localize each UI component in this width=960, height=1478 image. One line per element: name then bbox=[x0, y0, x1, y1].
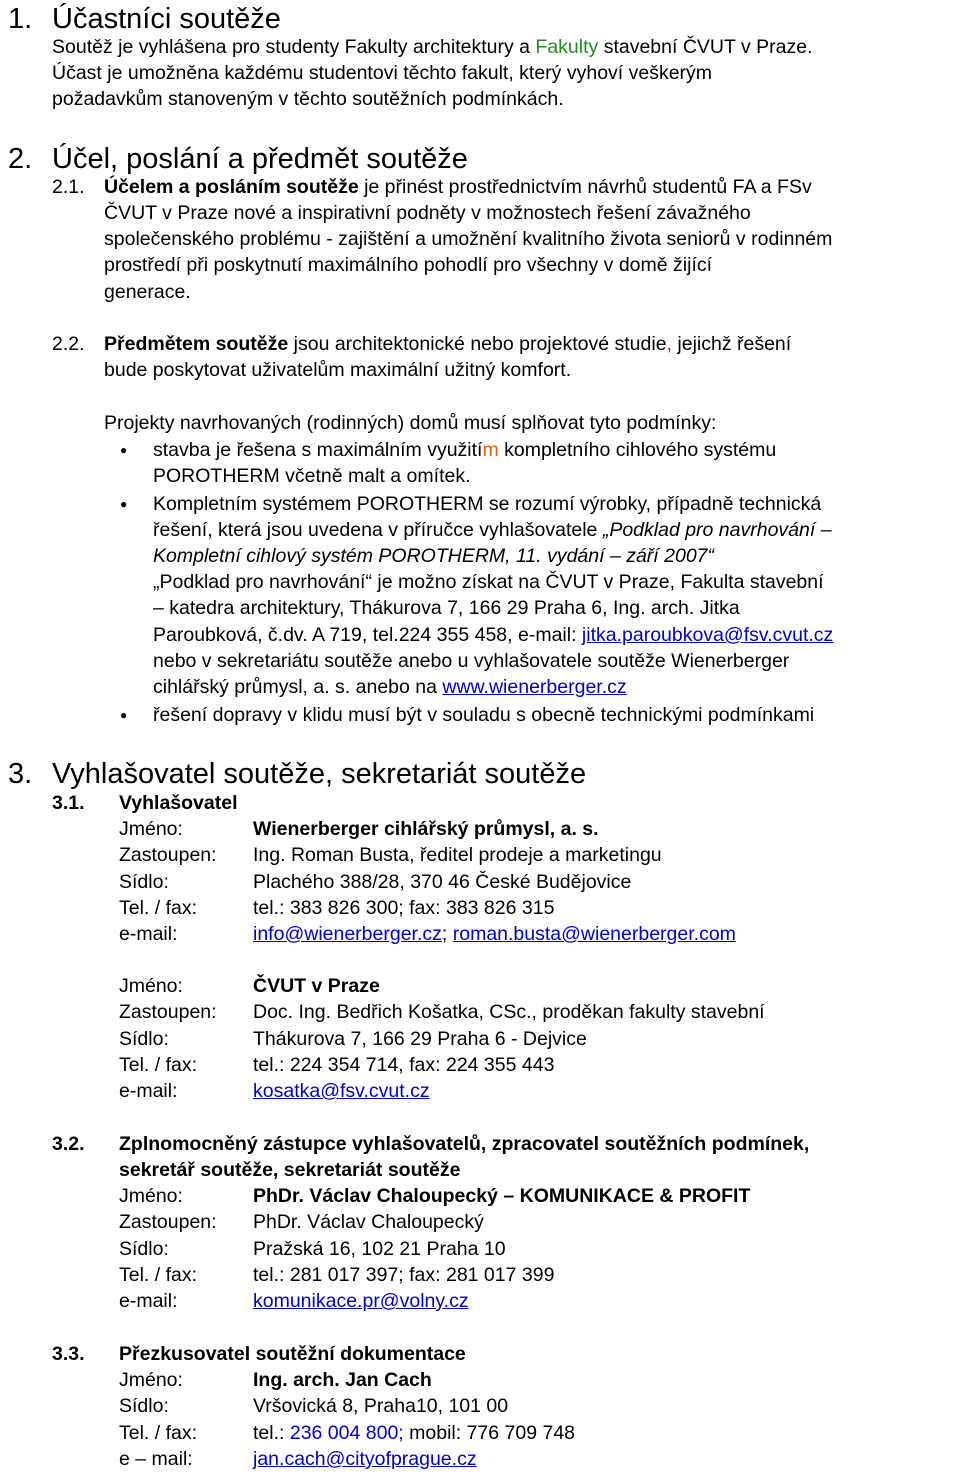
field-label: Tel. / fax: bbox=[119, 1054, 198, 1076]
list-item-line: POROTHERM včetně malt a omítek. bbox=[153, 465, 471, 487]
field-label: Zastoupen: bbox=[119, 1001, 217, 1023]
contact-name: ČVUT v Praze bbox=[253, 975, 380, 997]
field-label: Tel. / fax: bbox=[119, 1422, 198, 1444]
field-label: Tel. / fax: bbox=[119, 1264, 198, 1286]
paragraph-line: Projekty navrhovaných (rodinných) domů musí splňovat tyto podmínky: bbox=[104, 412, 717, 434]
subsection-number: 3.2. bbox=[52, 1133, 85, 1155]
field-label: e – mail: bbox=[119, 1448, 193, 1470]
field-label: e-mail: bbox=[119, 1290, 178, 1312]
subsection-title: Přezkusovatel soutěžní dokumentace bbox=[119, 1343, 466, 1365]
section-number: 2. bbox=[8, 143, 33, 175]
paragraph-line: Soutěž je vyhlášena pro studenty Fakulty architektury a Fakulty stavební ČVUT v Praze. bbox=[52, 36, 813, 58]
list-item: Kompletním systémem POROTHERM se rozumí výrobky, případně technická bbox=[153, 493, 822, 515]
subsection-number: 2.2. bbox=[52, 333, 85, 355]
contact-name: Wienerberger cihlářský průmysl, a. s. bbox=[253, 818, 599, 840]
paragraph-line: společenského problému - zajištění a umožnění kvalitního života seniorů v rodinném bbox=[104, 228, 833, 250]
contact-rep: Doc. Ing. Bedřich Košatka, CSc., proděkan fakulty stavební bbox=[253, 1001, 765, 1023]
contact-email bbox=[253, 1446, 477, 1472]
field-label: Sídlo: bbox=[119, 1395, 169, 1417]
paragraph-line: Předmětem soutěže jsou architektonické nebo projektové studie, jejichž řešení bbox=[104, 333, 792, 355]
section-title: Účastníci soutěže bbox=[52, 3, 281, 35]
bullet-icon: ● bbox=[120, 443, 128, 457]
email-link[interactable]: komunikace.pr@volny.cz bbox=[253, 1290, 469, 1312]
paragraph-line: prostředí při poskytnutí maximálního pohodlí pro všechny v domě žijící bbox=[104, 254, 713, 276]
field-label: Jméno: bbox=[119, 1185, 183, 1207]
list-item: stavba je řešena s maximálním využitím kompletního cihlového systému bbox=[153, 439, 777, 461]
contact-name: PhDr. Václav Chaloupecký – KOMUNIKACE & PROFIT bbox=[253, 1185, 751, 1207]
paragraph-line: Účelem a posláním soutěže je přinést prostřednictvím návrhů studentů FA a FSv bbox=[104, 176, 812, 198]
section-title: Vyhlašovatel soutěže, sekretariát soutěže bbox=[52, 758, 587, 790]
contact-tel: tel.: 224 354 714, fax: 224 355 443 bbox=[253, 1054, 555, 1076]
email-link[interactable]: info@wienerberger.cz bbox=[253, 923, 442, 945]
contact-seat: Plachého 388/28, 370 46 České Budějovice bbox=[253, 871, 632, 893]
subsection-title: Zplnomocněný zástupce vyhlašovatelů, zpracovatel soutěžních podmínek, bbox=[119, 1133, 810, 1155]
paragraph-line: generace. bbox=[104, 281, 191, 303]
field-label: Zastoupen: bbox=[119, 1211, 217, 1233]
list-item: řešení dopravy v klidu musí být v souladu s obecně technickými podmínkami bbox=[153, 704, 815, 726]
bullet-icon: ● bbox=[120, 497, 128, 511]
section-number: 1. bbox=[8, 3, 33, 35]
field-label: Sídlo: bbox=[119, 1238, 169, 1260]
field-label: Zastoupen: bbox=[119, 844, 217, 866]
field-label: Sídlo: bbox=[119, 871, 169, 893]
subsection-number: 3.1. bbox=[52, 792, 85, 814]
field-label: Jméno: bbox=[119, 975, 183, 997]
contact-seat: Pražská 16, 102 21 Praha 10 bbox=[253, 1238, 506, 1260]
bullet-icon: ● bbox=[120, 708, 128, 722]
subsection-title: Vyhlašovatel bbox=[119, 792, 238, 814]
contact-rep: Ing. Roman Busta, ředitel prodeje a marketingu bbox=[253, 844, 662, 866]
contact-tel: tel.: 236 004 800; mobil: 776 709 748 bbox=[253, 1422, 576, 1444]
paragraph-line: bude poskytovat uživatelům maximální užitný komfort. bbox=[104, 359, 572, 381]
contact-rep: PhDr. Václav Chaloupecký bbox=[253, 1211, 484, 1233]
contact-tel: tel.: 281 017 397; fax: 281 017 399 bbox=[253, 1264, 555, 1286]
email-link[interactable]: jitka.paroubkova@fsv.cvut.cz bbox=[581, 624, 834, 646]
subsection-number: 2.1. bbox=[52, 176, 85, 198]
subsection-title: sekretář soutěže, sekretariát soutěže bbox=[119, 1159, 461, 1181]
contact-seat: Thákurova 7, 166 29 Praha 6 - Dejvice bbox=[253, 1028, 587, 1050]
email-link[interactable]: kosatka@fsv.cvut.cz bbox=[253, 1080, 430, 1102]
field-label: e-mail: bbox=[119, 923, 178, 945]
paragraph-line: ČVUT v Praze nové a inspirativní podněty v možnostech řešení závažného bbox=[104, 202, 751, 224]
subsection-number: 3.3. bbox=[52, 1343, 85, 1365]
contact-seat: Vršovická 8, Praha10, 101 00 bbox=[253, 1395, 509, 1417]
field-label: Jméno: bbox=[119, 1369, 183, 1391]
contact-email bbox=[253, 1078, 430, 1104]
field-label: Tel. / fax: bbox=[119, 897, 198, 919]
email-link[interactable]: jan.cach@cityofprague.cz bbox=[253, 1448, 477, 1470]
contact-tel: tel.: 383 826 300; fax: 383 826 315 bbox=[253, 897, 555, 919]
section-title: Účel, poslání a předmět soutěže bbox=[52, 143, 468, 175]
contact-email: info@wienerberger.cz; roman.busta@wienerberger.com bbox=[253, 923, 736, 945]
contact-name: Ing. arch. Jan Cach bbox=[253, 1369, 432, 1391]
website-link[interactable]: www.wienerberger.cz bbox=[442, 676, 627, 698]
list-item-line: – katedra architektury, Thákurova 7, 166 29 Praha 6, Ing. arch. Jitka bbox=[153, 597, 740, 619]
field-label: Sídlo: bbox=[119, 1028, 169, 1050]
list-item-line: Kompletní cihlový systém POROTHERM, 11. vydání – září 2007“ bbox=[153, 545, 715, 567]
list-item-line: Paroubková, č.dv. A 719, tel.224 355 458, e-mail: jitka.paroubkova@fsv.cvut.cz bbox=[153, 624, 834, 646]
paragraph-line: Účast je umožněna každému studentovi těchto fakult, který vyhoví veškerým bbox=[52, 62, 713, 84]
section-number: 3. bbox=[8, 758, 33, 790]
paragraph-line: požadavkům stanoveným v těchto soutěžních podmínkách. bbox=[52, 88, 564, 110]
field-label: Jméno: bbox=[119, 818, 183, 840]
field-label: e-mail: bbox=[119, 1080, 178, 1102]
list-item-line: nebo v sekretariátu soutěže anebo u vyhlašovatele soutěže Wienerberger bbox=[153, 650, 790, 672]
list-item-line: řešení, která jsou uvedena v příručce vyhlašovatele „Podklad pro navrhování – bbox=[153, 519, 832, 541]
contact-email bbox=[253, 1288, 469, 1314]
list-item-line: „Podklad pro navrhování“ je možno získat na ČVUT v Praze, Fakulta stavební bbox=[153, 571, 824, 593]
email-link[interactable]: roman.busta@wienerberger.com bbox=[452, 923, 736, 945]
list-item-line: cihlářský průmysl, a. s. anebo na www.wienerberger.cz bbox=[153, 676, 627, 698]
